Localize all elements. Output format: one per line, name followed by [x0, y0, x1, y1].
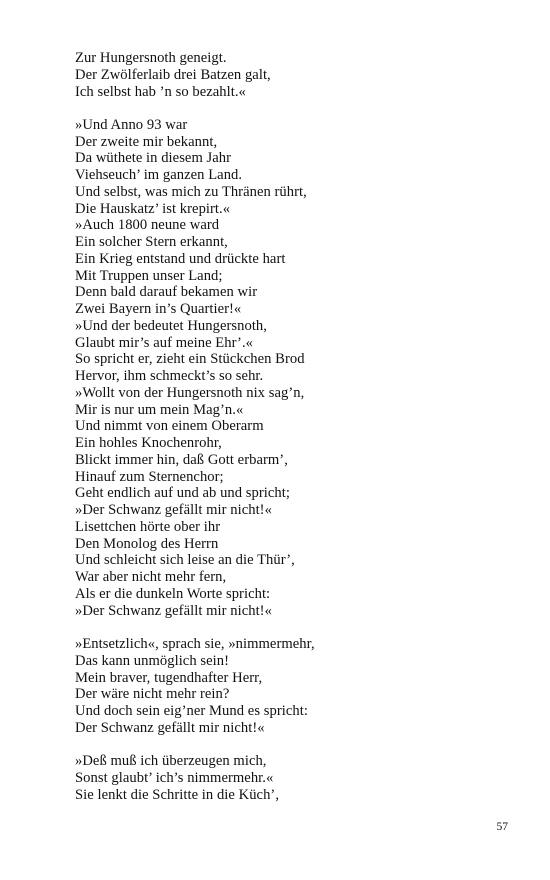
verse-line: Und selbst, was mich zu Thränen rührt, — [75, 183, 307, 200]
stanza — [75, 50, 515, 100]
verse-line: »Auch 1800 neune ward — [75, 217, 220, 234]
verse-line: Lisettchen hörte ober ihr — [75, 518, 221, 535]
verse-line: »Wollt von der Hungersnoth nix sag’n, — [75, 384, 305, 401]
stanza — [75, 753, 515, 803]
verse-line: Ein solcher Stern erkannt, — [75, 234, 228, 251]
verse-line: Geht endlich auf und ab und spricht; — [75, 485, 290, 502]
page-number: 57 — [496, 821, 508, 833]
verse-line: Zwei Bayern in’s Quartier!« — [75, 301, 242, 318]
verse-line: Und doch sein eig’ner Mund es spricht: — [75, 703, 308, 720]
verse-line: Hervor, ihm schmeckt’s so sehr. — [75, 368, 264, 385]
verse-line: »Entsetzlich«, sprach sie, »nimmermehr, — [75, 636, 315, 653]
verse-line: War aber nicht mehr fern, — [75, 569, 227, 586]
verse-line: Sonst glaubt’ ich’s nimmermehr.« — [75, 770, 274, 787]
verse-line: Als er die dunkeln Worte spricht: — [75, 585, 271, 602]
verse-line: »Der Schwanz gefällt mir nicht!« — [75, 602, 272, 619]
verse-line: Den Monolog des Herrn — [75, 535, 219, 552]
verse-line: »Der Schwanz gefällt mir nicht!« — [75, 502, 272, 519]
verse-line: Der wäre nicht mehr rein? — [75, 686, 230, 703]
verse-line: Mir is nur um mein Mag’n.« — [75, 401, 244, 418]
verse-line: Viehseuch’ im ganzen Land. — [75, 167, 243, 184]
verse-line: »Und der bedeutet Hungersnoth, — [75, 317, 267, 334]
verse-line: »Und Anno 93 war — [75, 116, 188, 133]
verse-line: Der Zwölferlaib drei Batzen galt, — [75, 66, 271, 83]
verse-line: Der Schwanz gefällt mir nicht!« — [75, 719, 265, 736]
stanza — [75, 636, 515, 737]
verse-line: Glaubt mir’s auf meine Ehr’.« — [75, 334, 254, 351]
verse-line: Und nimmt von einem Oberarm — [75, 418, 264, 435]
verse-line: Ich selbst hab ’n so bezahlt.« — [75, 83, 246, 100]
verse-line: Sie lenkt die Schritte in die Küch’, — [75, 786, 280, 803]
verse-line: So spricht er, zieht ein Stückchen Brod — [75, 351, 305, 368]
verse-line: Da wüthete in diesem Jahr — [75, 150, 232, 167]
verse-line: Zur Hungersnoth geneigt. — [75, 50, 227, 66]
verse-line: Hinauf zum Sternenchor; — [75, 468, 224, 485]
poem-text — [75, 50, 515, 820]
verse-line: Ein hohles Knochenrohr, — [75, 435, 222, 452]
verse-line: Blickt immer hin, daß Gott erbarm’, — [75, 451, 288, 468]
verse-line: Ein Krieg entstand und drückte hart — [75, 250, 286, 267]
verse-line: Der zweite mir bekannt, — [75, 133, 218, 150]
verse-line: »Deß muß ich überzeugen mich, — [75, 753, 267, 770]
verse-line: Die Hauskatz’ ist krepirt.« — [75, 200, 231, 217]
verse-line: Und schleicht sich leise an die Thür’, — [75, 552, 295, 569]
verse-line: Mein braver, tugendhafter Herr, — [75, 669, 263, 686]
verse-line: Das kann unmöglich sein! — [75, 652, 229, 669]
verse-line: Denn bald darauf bekamen wir — [75, 284, 258, 301]
stanza — [75, 117, 515, 620]
verse-line: Mit Truppen unser Land; — [75, 267, 223, 284]
